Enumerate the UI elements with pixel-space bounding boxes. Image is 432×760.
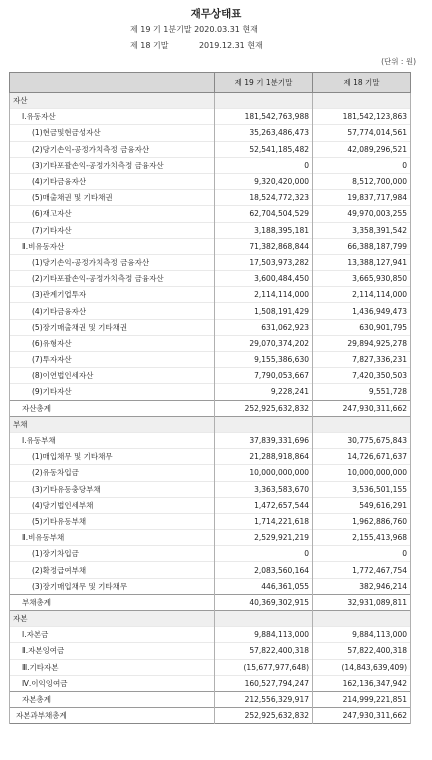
row-value-current: 9,320,420,000 xyxy=(215,173,313,189)
row-value-current: 1,714,221,618 xyxy=(215,513,313,529)
table-row xyxy=(10,594,411,610)
row-value-prior: 7,827,336,231 xyxy=(313,352,411,368)
header-label xyxy=(10,73,215,93)
row-label: (2)기타포괄손익-공정가치측정 금융자산 xyxy=(10,271,215,287)
row-value-current: 2,083,560,164 xyxy=(215,562,313,578)
table-row xyxy=(10,449,411,465)
table-row xyxy=(10,352,411,368)
row-value-prior: 10,000,000,000 xyxy=(313,465,411,481)
row-value-current: 40,369,302,915 xyxy=(215,594,313,610)
row-value-prior: 66,388,187,799 xyxy=(313,238,411,254)
row-label: (3)기타포괄손익-공정가치측정 금융자산 xyxy=(10,157,215,173)
table-row xyxy=(10,271,411,287)
table-row xyxy=(10,513,411,529)
row-value-current: 18,524,772,323 xyxy=(215,190,313,206)
row-value-prior: 29,894,925,278 xyxy=(313,335,411,351)
row-value-prior: 1,436,949,473 xyxy=(313,303,411,319)
row-value-prior: 247,930,311,662 xyxy=(313,708,411,724)
row-label: (9)기타자산 xyxy=(10,384,215,400)
row-value-prior: 382,946,214 xyxy=(313,578,411,594)
document-title: 재무상태표 xyxy=(190,8,242,20)
row-label: 자본 xyxy=(10,611,215,627)
row-label: Ⅱ.비유동부채 xyxy=(10,530,215,546)
row-label: (3)기타유동충당부채 xyxy=(10,481,215,497)
row-value-current: 2,529,921,219 xyxy=(215,530,313,546)
row-value-prior: 0 xyxy=(313,157,411,173)
row-label: (7)기타자산 xyxy=(10,222,215,238)
row-label: (5)매출채권 및 기타채권 xyxy=(10,190,215,206)
table-row xyxy=(10,287,411,303)
row-value-prior: 3,536,501,155 xyxy=(313,481,411,497)
row-label: (6)재고자산 xyxy=(10,206,215,222)
row-value-prior: 549,616,291 xyxy=(313,497,411,513)
row-value-current xyxy=(215,611,313,627)
row-value-current: (15,677,977,648) xyxy=(215,659,313,675)
table-row xyxy=(10,254,411,270)
row-value-prior: 14,726,671,637 xyxy=(313,449,411,465)
row-value-prior: 1,962,886,760 xyxy=(313,513,411,529)
row-value-prior: 57,822,400,318 xyxy=(313,643,411,659)
table-row xyxy=(10,708,411,724)
table-row xyxy=(10,465,411,481)
row-value-current: 71,382,868,844 xyxy=(215,238,313,254)
row-label: (4)당기법인세부채 xyxy=(10,497,215,513)
row-value-prior: 13,388,127,941 xyxy=(313,254,411,270)
row-value-current: 10,000,000,000 xyxy=(215,465,313,481)
table-body xyxy=(10,93,411,724)
table-row xyxy=(10,481,411,497)
table-row xyxy=(10,530,411,546)
row-value-prior xyxy=(313,611,411,627)
row-value-prior xyxy=(313,416,411,432)
row-label: (1)현금및현금성자산 xyxy=(10,125,215,141)
row-label: 자본총계 xyxy=(10,691,215,707)
row-label: (1)매입채무 및 기타채무 xyxy=(10,449,215,465)
row-label: (8)이연법인세자산 xyxy=(10,368,215,384)
unit-note: (단위 : 원) xyxy=(381,57,416,66)
row-label: (2)유동차입금 xyxy=(10,465,215,481)
table-row xyxy=(10,691,411,707)
row-value-current: 1,508,191,429 xyxy=(215,303,313,319)
row-label: (7)투자자산 xyxy=(10,352,215,368)
table-row xyxy=(10,335,411,351)
row-value-current: 57,822,400,318 xyxy=(215,643,313,659)
table-row xyxy=(10,611,411,627)
row-value-current: 631,062,923 xyxy=(215,319,313,335)
row-value-prior: 181,542,123,863 xyxy=(313,109,411,125)
table-row xyxy=(10,546,411,562)
table-row xyxy=(10,675,411,691)
row-label: (5)장기매출채권 및 기타채권 xyxy=(10,319,215,335)
row-value-prior: 247,930,311,662 xyxy=(313,400,411,416)
row-label: Ⅳ.이익잉여금 xyxy=(10,675,215,691)
row-value-current: 9,884,113,000 xyxy=(215,627,313,643)
row-value-prior: 162,136,347,942 xyxy=(313,675,411,691)
row-value-current: 17,503,973,282 xyxy=(215,254,313,270)
row-value-current: 212,556,329,917 xyxy=(215,691,313,707)
table-row xyxy=(10,432,411,448)
row-label: (3)관계기업투자 xyxy=(10,287,215,303)
row-value-current: 21,288,918,864 xyxy=(215,449,313,465)
row-value-prior: 30,775,675,843 xyxy=(313,432,411,448)
period-1-date: 2020.03.31 현재 xyxy=(194,25,258,34)
row-value-prior: 2,155,413,968 xyxy=(313,530,411,546)
table-row xyxy=(10,238,411,254)
row-value-prior: 3,358,391,542 xyxy=(313,222,411,238)
row-label: Ⅰ.유동부채 xyxy=(10,432,215,448)
row-label: (2)확정급여부채 xyxy=(10,562,215,578)
table-row xyxy=(10,578,411,594)
header-prior-period: 제 18 기말 xyxy=(313,73,411,93)
row-value-current: 446,361,055 xyxy=(215,578,313,594)
row-label: Ⅲ.기타자본 xyxy=(10,659,215,675)
row-label: (1)당기손익-공정가치측정 금융자산 xyxy=(10,254,215,270)
table-row xyxy=(10,206,411,222)
row-label: 부채 xyxy=(10,416,215,432)
row-label: 자산 xyxy=(10,93,215,109)
table-row xyxy=(10,368,411,384)
table-row xyxy=(10,643,411,659)
row-value-prior: 9,551,728 xyxy=(313,384,411,400)
row-value-current xyxy=(215,93,313,109)
row-label: Ⅱ.비유동자산 xyxy=(10,238,215,254)
row-value-prior: 7,420,350,503 xyxy=(313,368,411,384)
table-row xyxy=(10,157,411,173)
row-value-current: 2,114,114,000 xyxy=(215,287,313,303)
row-value-prior: 630,901,795 xyxy=(313,319,411,335)
period-1-name: 제 19 기 1분기말 xyxy=(130,25,192,34)
row-label: (1)장기차입금 xyxy=(10,546,215,562)
row-value-prior: 1,772,467,754 xyxy=(313,562,411,578)
table-row xyxy=(10,173,411,189)
row-value-current: 0 xyxy=(215,157,313,173)
row-value-current: 29,070,374,202 xyxy=(215,335,313,351)
table-row xyxy=(10,659,411,675)
row-value-prior: 42,089,296,521 xyxy=(313,141,411,157)
table-row xyxy=(10,222,411,238)
row-label: 자본과부채총계 xyxy=(10,708,215,724)
header-current-period: 제 19 기 1분기말 xyxy=(215,73,313,93)
row-value-current: 252,925,632,832 xyxy=(215,400,313,416)
row-value-prior: (14,843,639,409) xyxy=(313,659,411,675)
row-value-current: 181,542,763,988 xyxy=(215,109,313,125)
balance-sheet-table xyxy=(9,72,411,724)
row-value-current: 37,839,331,696 xyxy=(215,432,313,448)
row-value-current: 3,600,484,450 xyxy=(215,271,313,287)
table-row xyxy=(10,400,411,416)
row-value-prior: 57,774,014,561 xyxy=(313,125,411,141)
row-value-prior: 19,837,717,984 xyxy=(313,190,411,206)
row-value-current: 3,363,583,670 xyxy=(215,481,313,497)
row-value-current: 9,228,241 xyxy=(215,384,313,400)
row-value-prior: 214,999,221,851 xyxy=(313,691,411,707)
table-row xyxy=(10,384,411,400)
row-label: Ⅰ.유동자산 xyxy=(10,109,215,125)
row-label: (2)당기손익-공정가치측정 금융자산 xyxy=(10,141,215,157)
table-row xyxy=(10,141,411,157)
table-row xyxy=(10,497,411,513)
row-value-prior: 8,512,700,000 xyxy=(313,173,411,189)
row-label: (5)기타유동부채 xyxy=(10,513,215,529)
row-value-current: 252,925,632,832 xyxy=(215,708,313,724)
row-value-current: 9,155,386,630 xyxy=(215,352,313,368)
table-row xyxy=(10,303,411,319)
table-row xyxy=(10,562,411,578)
row-label: (3)장기매입채무 및 기타채무 xyxy=(10,578,215,594)
row-label: Ⅱ.자본잉여금 xyxy=(10,643,215,659)
table-row xyxy=(10,125,411,141)
row-value-current: 52,541,185,482 xyxy=(215,141,313,157)
row-label: (6)유형자산 xyxy=(10,335,215,351)
row-label: Ⅰ.자본금 xyxy=(10,627,215,643)
row-value-current: 3,188,395,181 xyxy=(215,222,313,238)
header-row xyxy=(10,73,411,93)
row-value-current: 160,527,794,247 xyxy=(215,675,313,691)
row-value-prior: 9,884,113,000 xyxy=(313,627,411,643)
row-value-prior: 49,970,003,255 xyxy=(313,206,411,222)
period-2-name: 제 18 기말 xyxy=(130,41,169,50)
row-value-prior: 0 xyxy=(313,546,411,562)
row-value-prior xyxy=(313,93,411,109)
period-2 xyxy=(130,40,263,51)
row-value-prior: 32,931,089,811 xyxy=(313,594,411,610)
row-value-current: 1,472,657,544 xyxy=(215,497,313,513)
row-label: 자산총계 xyxy=(10,400,215,416)
row-label: (4)기타금융자산 xyxy=(10,173,215,189)
row-label: 부채총계 xyxy=(10,594,215,610)
table-row xyxy=(10,190,411,206)
table-row xyxy=(10,627,411,643)
table-row xyxy=(10,93,411,109)
row-value-current xyxy=(215,416,313,432)
row-value-prior: 3,665,930,850 xyxy=(313,271,411,287)
table-row xyxy=(10,416,411,432)
row-value-current: 0 xyxy=(215,546,313,562)
row-value-prior: 2,114,114,000 xyxy=(313,287,411,303)
period-1 xyxy=(130,24,258,35)
table-row xyxy=(10,319,411,335)
period-2-date: 2019.12.31 현재 xyxy=(198,41,263,50)
row-value-current: 7,790,053,667 xyxy=(215,368,313,384)
row-label: (4)기타금융자산 xyxy=(10,303,215,319)
row-value-current: 62,704,504,529 xyxy=(215,206,313,222)
table-row xyxy=(10,109,411,125)
row-value-current: 35,263,486,473 xyxy=(215,125,313,141)
